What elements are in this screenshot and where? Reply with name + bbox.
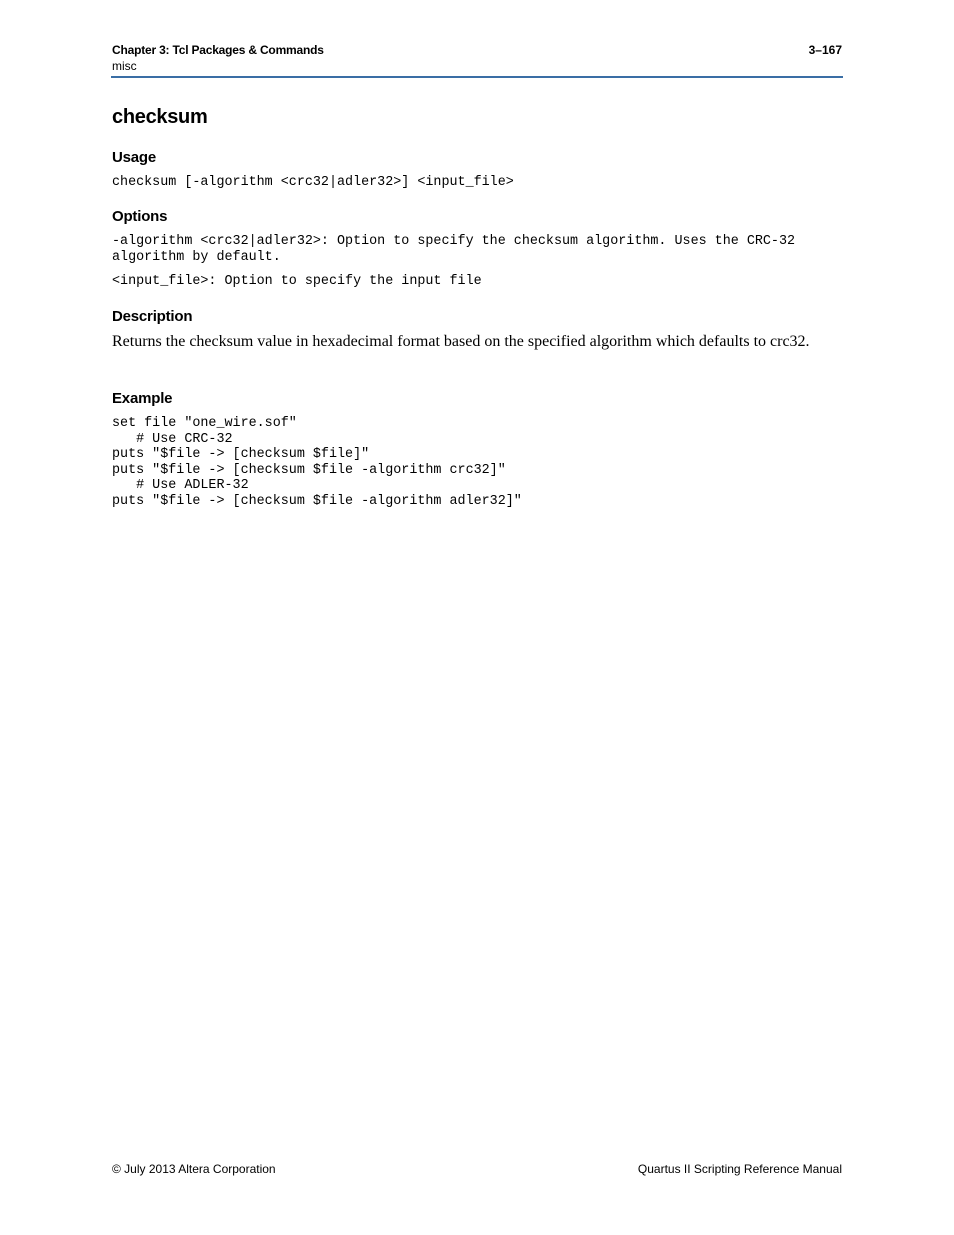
code-line: set file "one_wire.sof"	[112, 416, 297, 431]
code-line: puts "$file -> [checksum $file -algorithm crc32]"	[112, 462, 506, 478]
section-name: misc	[112, 59, 137, 73]
options-heading: Options	[112, 208, 168, 225]
usage-heading: Usage	[112, 149, 157, 166]
code-line: puts "$file -> [checksum $file]"	[112, 447, 370, 463]
option-algorithm: -algorithm <crc32|adler32>: Option to specify the checksum algorithm. Uses the CRC-32 algorithm by default.	[112, 234, 796, 265]
description-text: Returns the checksum value in hexadecimal format based on the specified algorithm which defaults to crc32.	[112, 333, 810, 350]
code-line: puts "$file -> [checksum $file -algorithm adler32]"	[112, 493, 522, 509]
code-line: # Use ADLER-32	[112, 478, 249, 494]
footer-copyright: © July 2013 Altera Corporation	[112, 1162, 276, 1176]
code-line: # Use CRC-32	[112, 431, 233, 447]
header-divider	[111, 76, 843, 78]
option-input-file: <input_file>: Option to specify the input file	[112, 274, 482, 289]
page-title: checksum	[112, 106, 208, 128]
example-heading: Example	[112, 390, 173, 407]
footer-manual-title: Quartus II Scripting Reference Manual	[637, 1162, 842, 1176]
description-heading: Description	[112, 308, 193, 325]
page-number: 3–167	[808, 43, 842, 57]
usage-syntax: checksum [-algorithm <crc32|adler32>] <input_file>	[112, 175, 514, 190]
example-code	[112, 416, 522, 510]
chapter-title: Chapter 3: Tcl Packages & Commands	[112, 43, 324, 57]
